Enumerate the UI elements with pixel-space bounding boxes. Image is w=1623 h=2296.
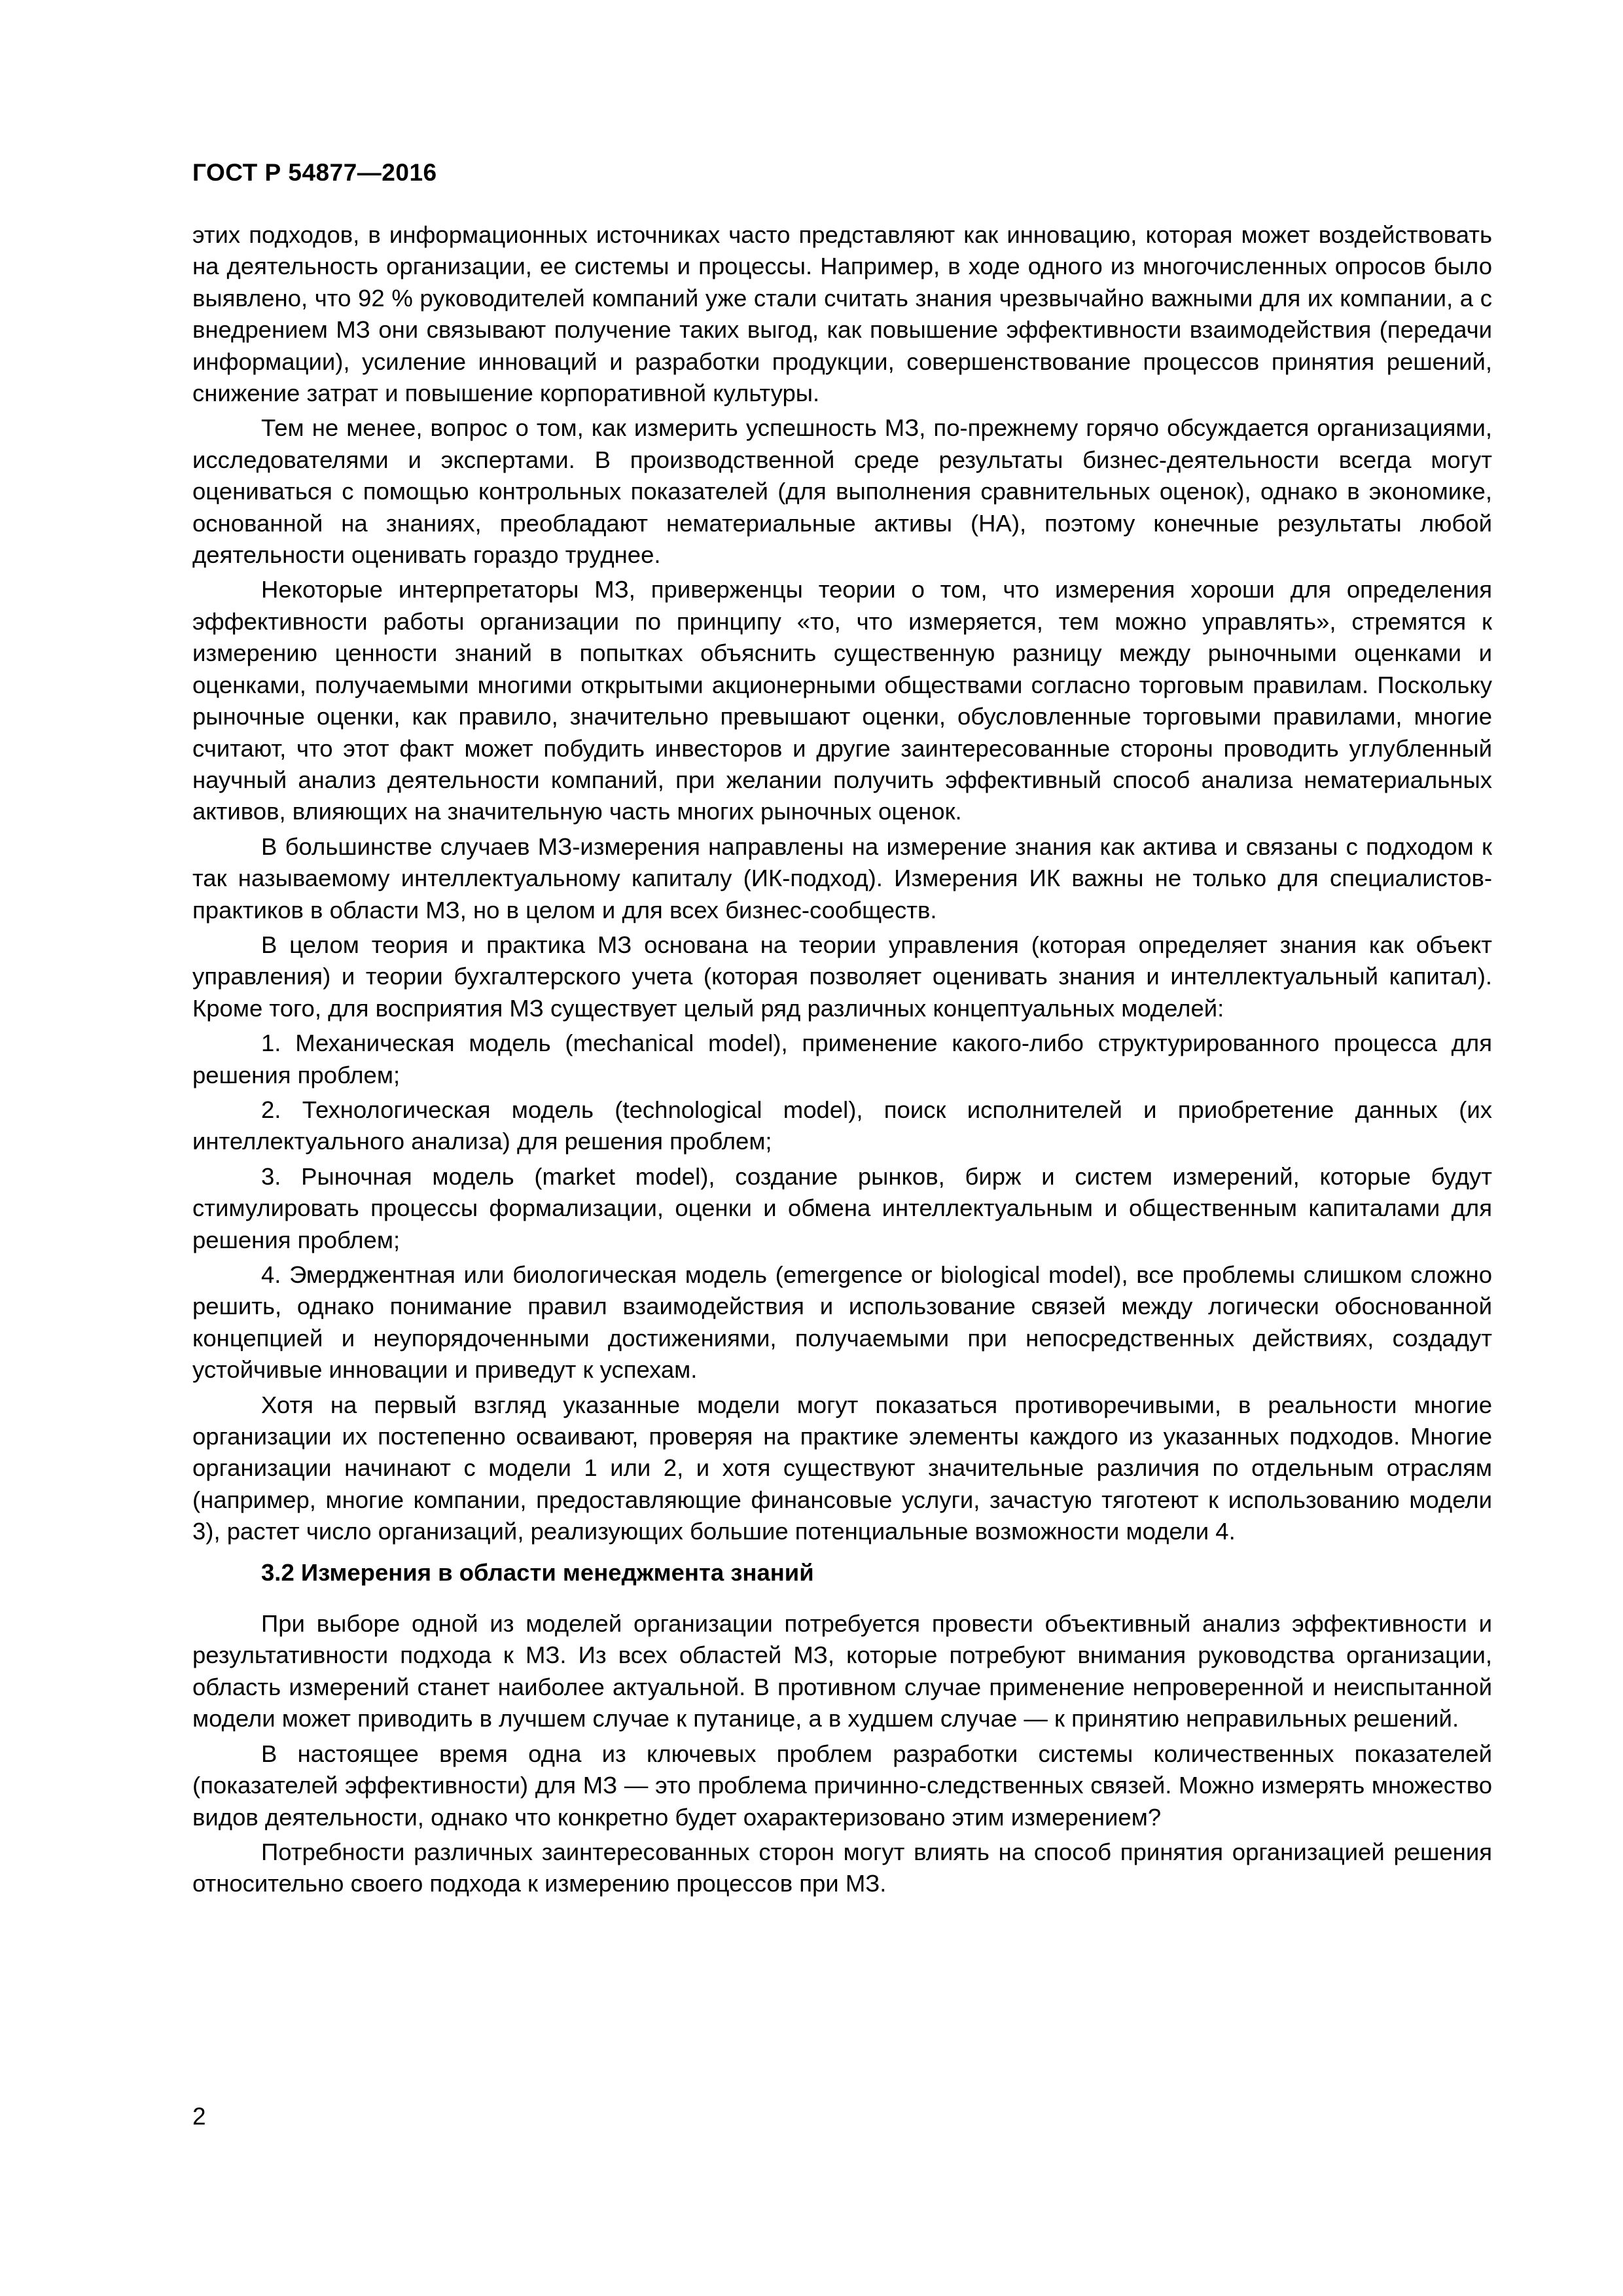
paragraph-continued: этих подходов, в информационных источниках часто представляют как инновацию, которая может воздействовать на деятельность организации, ее системы и процессы. Например, в ходе одного из многочисленных опросов было выявлено, что 92 % руководителей компаний уже стали считать знания чрезвычайно важными для их компании, а с внедрением МЗ они связывают получение таких выгод, как повышение эффективности взаимодействия (передачи информации), усиление инноваций и разработки продукции, совершенствование процессов принятия решений, снижение затрат и повышение корпоративной культуры.	[192, 221, 1492, 407]
paragraph: Некоторые интерпретаторы МЗ, приверженцы теории о том, что измерения хороши для определения эффективности работы организации по принципу «то, что измеряется, тем можно управлять», стремятся к измерению ценности знаний в попытках объяснить существенную разницу между рыночными оценками и оценками, получаемыми многими открытыми акционерными обществами согласно торговым правилам. Поскольку рыночные оценки, как правило, значительно превышают оценки, обусловленные торговыми правилами, многие считают, что этот факт может побудить инвесторов и другие заинтересованные стороны проводить углубленный научный анализ деятельности компаний, при желании получить эффективный способ анализа нематериальных активов, влияющих на значительную часть многих рыночных оценок.	[192, 576, 1492, 825]
list-item-emergence-model: 4. Эмерджентная или биологическая модель (emergence or biological model), все проблемы слишком сложно решить, однако понимание правил взаимодействия и использование связей между логически обоснованной концепцией и неупорядоченными достижениями, получаемыми при непосредственных действиях, создадут устойчивые инновации и приведут к успехам.	[192, 1261, 1492, 1384]
list-item-mechanical-model: 1. Механическая модель (mechanical model), применение какого-либо структурированного процесса для решения проблем;	[192, 1030, 1492, 1088]
paragraph: Хотя на первый взгляд указанные модели могут показаться противоречивыми, в реальности многие организации их постепенно осваивают, проверяя на практике элементы каждого из указанных подходов. Многие организации начинают с модели 1 или 2, и хотя существуют значительные различия по отдельным отраслям (например, многие компании, предоставляющие финансовые услуги, зачастую тяготеют к использованию модели 3), растет число организаций, реализующих большие потенциальные возможности модели 4.	[192, 1391, 1492, 1545]
section-heading: 3.2 Измерения в области менеджмента знаний	[261, 1558, 814, 1586]
paragraph: Потребности различных заинтересованных сторон могут влиять на способ принятия организацией решения относительно своего подхода к измерению процессов при МЗ.	[192, 1838, 1492, 1897]
paragraph: В целом теория и практика МЗ основана на теории управления (которая определяет знания как объект управления) и теории бухгалтерского учета (которая позволяет оценивать знания и интеллектуальный капитал). Кроме того, для восприятия МЗ существует целый ряд различных концептуальных моделей:	[192, 931, 1492, 1022]
paragraph: В настоящее время одна из ключевых проблем разработки системы количественных показателей (показателей эффективности) для МЗ — это проблема причинно-следственных связей. Можно измерять множество видов деятельности, однако что конкретно будет охарактеризовано этим измерением?	[192, 1740, 1492, 1831]
document-body	[192, 219, 1492, 1903]
document-code: ГОСТ Р 54877—2016	[192, 159, 437, 186]
paragraph: Тем не менее, вопрос о том, как измерить успешность МЗ, по-прежнему горячо обсуждается организациями, исследователями и экспертами. В производственной среде результаты бизнес-деятельности всегда могут оцениваться с помощью контрольных показателей (для выполнения сравнительных оценок), однако в экономике, основанной на знаниях, преобладают нематериальные активы (НА), поэтому конечные результаты любой деятельности оценивать гораздо труднее.	[192, 414, 1492, 569]
paragraph: В большинстве случаев МЗ-измерения направлены на измерение знания как актива и связаны с подходом к так называемому интеллектуальному капиталу (ИК-подход). Измерения ИК важны не только для специалистов-практиков в области МЗ, но в целом и для всех бизнес-сообществ.	[192, 833, 1492, 924]
list-item-market-model: 3. Рыночная модель (market model), создание рынков, бирж и систем измерений, которые будут стимулировать процессы формализации, оценки и обмена интеллектуальным и общественным капиталами для решения проблем;	[192, 1162, 1492, 1253]
page-number: 2	[192, 2103, 206, 2130]
paragraph: При выборе одной из моделей организации потребуется провести объективный анализ эффективности и результативности подхода к МЗ. Из всех областей МЗ, которые потребуют внимания руководства организации, область измерений станет наиболее актуальной. В противном случае применение непроверенной и неиспытанной модели может приводить в лучшем случае к путанице, а в худшем случае — к принятию неправильных решений.	[192, 1610, 1492, 1732]
list-item-technological-model: 2. Технологическая модель (technological model), поиск исполнителей и приобретение данных (их интеллектуального анализа) для решения проблем;	[192, 1096, 1492, 1155]
